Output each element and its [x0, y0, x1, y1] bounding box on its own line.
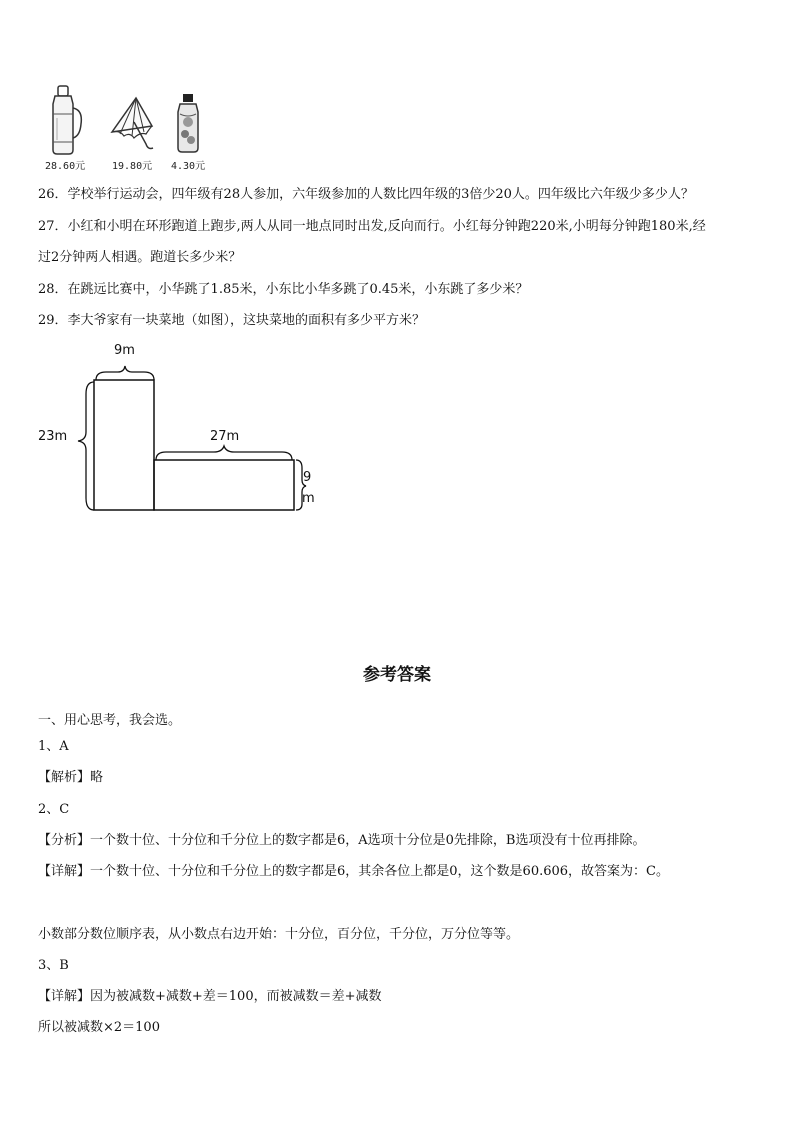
question-26: 26．学校举行运动会，四年级有28人参加，六年级参加的人数比四年级的3倍少20人。四年级比六年级少多少人？	[38, 187, 694, 202]
answer-3-detail: 【详解】因为被减数+减数+差＝100，而被减数＝差+减数	[38, 989, 382, 1004]
figure-label-right-number: 9	[303, 470, 312, 485]
cup-image	[172, 92, 206, 154]
price-label: 28.60元	[45, 161, 86, 172]
figure-label-top: 9m	[114, 343, 135, 358]
thermos-image	[46, 84, 86, 156]
question-27-line1: 27．小红和小明在环形跑道上跑步,两人从同一地点同时出发,反向而行。小红每分钟跑220米,小明每分钟跑180米,经	[38, 219, 706, 234]
answer-3: 3、B	[38, 958, 69, 973]
left-brace	[78, 382, 94, 510]
answers-title: 参考答案	[363, 665, 431, 685]
price-label: 4.30元	[171, 161, 206, 172]
answer-3-then: 所以被减数×2＝100	[38, 1020, 160, 1035]
wide-rectangle	[154, 460, 294, 510]
question-29: 29．李大爷家有一块菜地（如图），这块菜地的面积有多少平方米？	[38, 313, 426, 328]
garden-figure	[30, 340, 330, 520]
figure-label-bottom: 27m	[210, 429, 240, 444]
price-label: 19.80元	[112, 161, 153, 172]
tall-rectangle	[94, 380, 154, 510]
question-28: 28．在跳远比赛中，小华跳了1.85米，小东比小华多跳了0.45米，小东跳了多少米？	[38, 282, 529, 297]
top-brace	[96, 366, 154, 380]
umbrella-image	[106, 92, 156, 154]
question-27-line2: 过2分钟两人相遇。跑道长多少米？	[38, 250, 242, 265]
answer-2-detail: 【详解】一个数十位、十分位和千分位上的数字都是6，其余各位上都是0，这个数是60.606，故答案为：C。	[38, 864, 669, 879]
answer-1-note: 【解析】略	[38, 770, 104, 785]
answers-section: 一、用心思考，我会选。	[38, 713, 182, 728]
answer-2: 2、C	[38, 802, 70, 817]
answer-2-analysis: 【分析】一个数十位、十分位和千分位上的数字都是6，A选项十分位是0先排除，B选项没有十位再排除。	[38, 833, 646, 848]
answer-1: 1、A	[38, 739, 69, 754]
figure-label-left: 23m	[38, 429, 68, 444]
middle-brace	[156, 446, 292, 460]
answer-2-extra: 小数部分数位顺序表，从小数点右边开始：十分位，百分位，千分位，万分位等等。	[38, 927, 520, 942]
figure-label-right-unit: m	[302, 491, 315, 506]
